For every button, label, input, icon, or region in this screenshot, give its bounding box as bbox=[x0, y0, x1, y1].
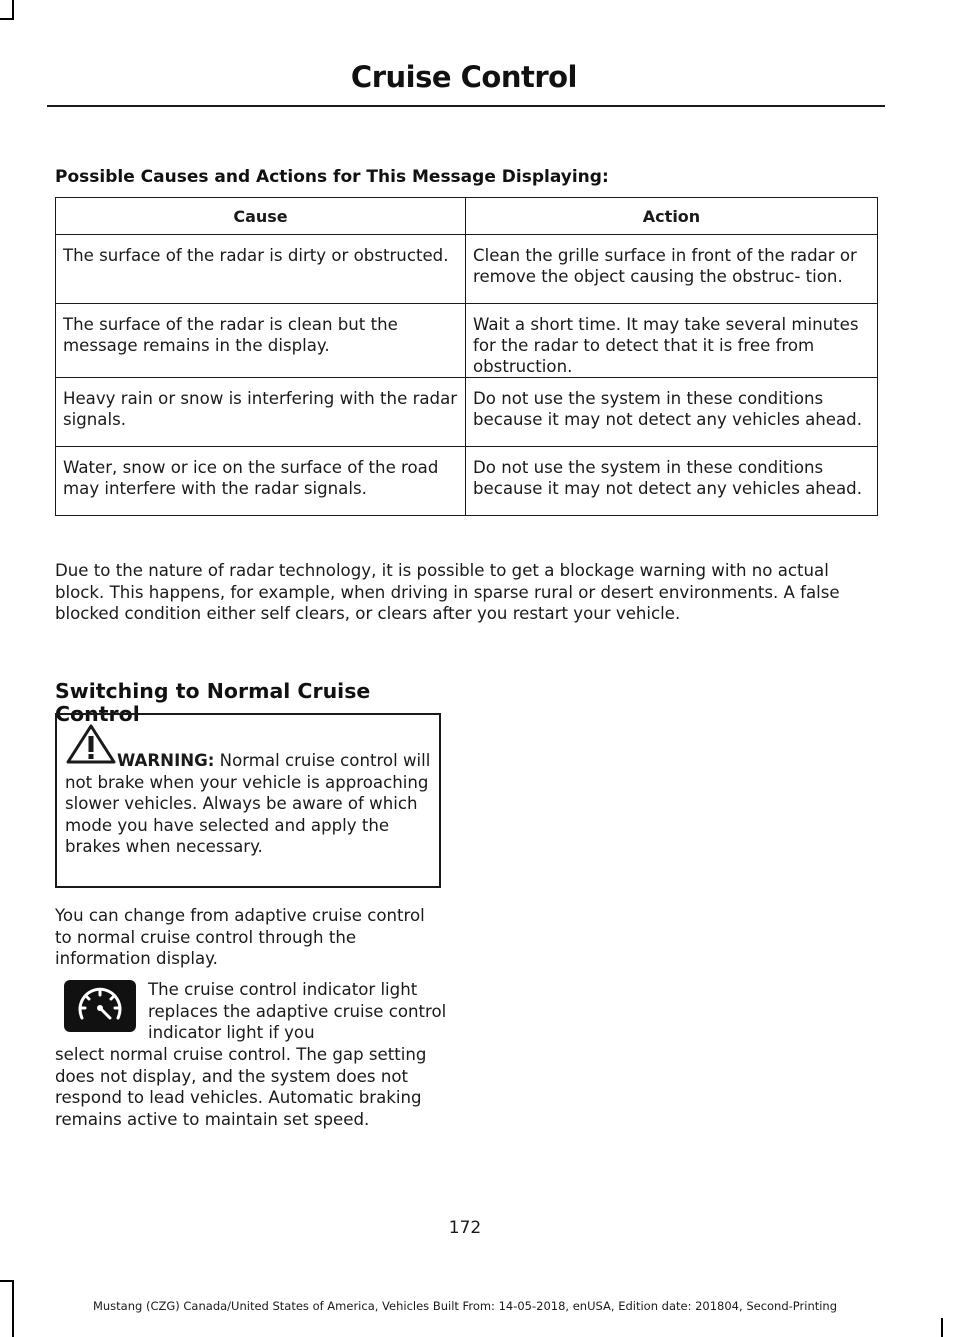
change-mode-paragraph: You can change from adaptive cruise control to normal cruise control through the information display. bbox=[55, 906, 425, 968]
crop-mark-bottom-left-h bbox=[0, 1280, 14, 1282]
warning-box bbox=[55, 713, 441, 888]
causes-actions-table bbox=[55, 197, 878, 516]
action-cell: Wait a short time. It may take several minutes for the radar to detect that it is free from obstruction. bbox=[466, 304, 878, 378]
cause-cell: Water, snow or ice on the surface of the road may interfere with the radar signals. bbox=[56, 447, 466, 516]
cause-cell: Heavy rain or snow is interfering with the radar signals. bbox=[56, 378, 466, 447]
crop-mark-top-left bbox=[12, 0, 14, 20]
switching-heading: Switching to Normal Cruise Control bbox=[55, 679, 371, 726]
column-header-action: Action bbox=[466, 198, 878, 235]
indicator-text-rest: select normal cruise control. The gap setting does not display, and the system does not respond to lead vehicles. Automatic braking remains active to maintain set speed. bbox=[55, 1045, 427, 1129]
radar-note-paragraph: Due to the nature of radar technology, it is possible to get a blockage warning with no actual block. This happens, for example, when driving in sparse rural or desert environments. A false blocked condition either self clears, or clears after you restart your vehicle. bbox=[55, 561, 840, 623]
page-title: Cruise Control bbox=[350, 60, 577, 94]
cause-cell: The surface of the radar is dirty or obstructed. bbox=[56, 235, 466, 304]
crop-mark-top-left-h bbox=[0, 18, 14, 20]
column-header-cause: Cause bbox=[56, 198, 466, 235]
warning-label: WARNING: bbox=[117, 751, 215, 770]
cruise-control-gauge-icon bbox=[64, 980, 136, 1032]
crop-mark-bottom-right bbox=[941, 1318, 943, 1337]
table-row bbox=[56, 447, 878, 516]
page-number: 172 bbox=[448, 1218, 482, 1238]
action-cell: Do not use the system in these conditions because it may not detect any vehicles ahead. bbox=[466, 378, 878, 447]
section-heading: Possible Causes and Actions for This Message Displaying: bbox=[55, 167, 609, 187]
warning-text bbox=[65, 750, 441, 858]
table-row bbox=[56, 378, 878, 447]
footer-text: Mustang (CZG) Canada/United States of America, Vehicles Built From: 14-05-2018, enUSA, Edition date: 201804, Second-Printing bbox=[92, 1299, 838, 1313]
table-row bbox=[56, 304, 878, 378]
warning-body: Normal cruise control will not brake when your vehicle is approaching slower vehicles. Always be aware of which mode you have selected and apply the brakes when necessary. bbox=[65, 751, 431, 856]
cause-cell: The surface of the radar is clean but the message remains in the display. bbox=[56, 304, 466, 378]
action-cell: Do not use the system in these conditions because it may not detect any vehicles ahead. bbox=[466, 447, 878, 516]
table-row bbox=[56, 235, 878, 304]
title-divider bbox=[47, 105, 885, 107]
action-cell: Clean the grille surface in front of the radar or remove the object causing the obstruc- tion. bbox=[466, 235, 878, 304]
table-header-row bbox=[56, 198, 878, 235]
indicator-text-top: The cruise control indicator light replaces the adaptive cruise control indicator light if you bbox=[148, 980, 447, 1042]
